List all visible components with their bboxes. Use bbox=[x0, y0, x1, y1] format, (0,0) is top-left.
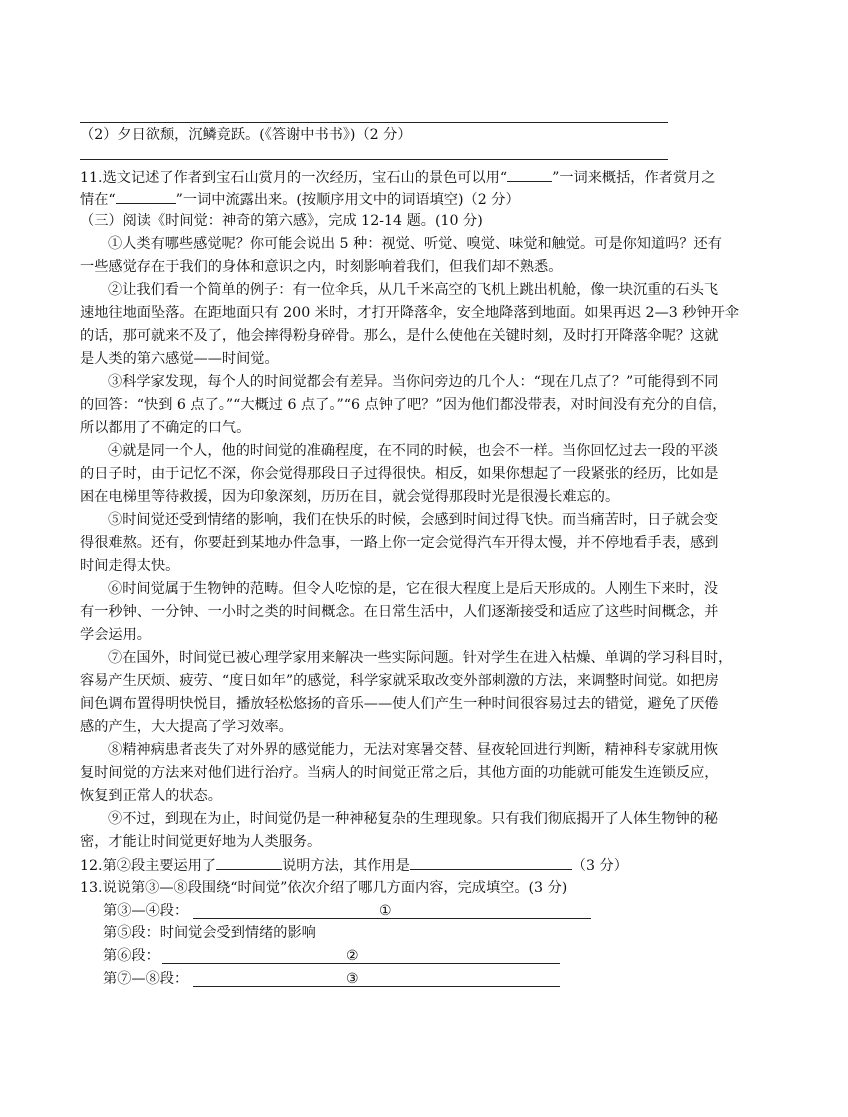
answer-line-q10-2 bbox=[80, 159, 668, 160]
para-8-line-1: ⑧精神病患者丧失了对外界的感觉能力，无法对寒暑交替、昼夜轮回进行判断，精神科专家就用恢 bbox=[108, 742, 719, 758]
question-10-2: （2）夕日欲颓，沉鳞竞跃。(《答谢中书书》)（2 分） bbox=[80, 127, 412, 143]
q12-text-b: 说明方法，其作用是 bbox=[282, 858, 410, 874]
para-7-line-1: ⑦在国外，时间觉已被心理学家用来解决一些实际问题。针对学生在进入枯燥、单调的学习科目时， bbox=[108, 650, 733, 666]
circled-number-1: ① bbox=[379, 903, 392, 919]
para-4-line-3: 困在电梯里等待救援，因为印象深刻，历历在目，就会觉得那段时光是很漫长难忘的。 bbox=[80, 489, 620, 505]
q11-text-d: ”一词中流露出来。(按顺序用文中的词语填空)（2 分） bbox=[175, 192, 520, 208]
q12-text-a: 12.第②段主要运用了 bbox=[80, 858, 217, 874]
para-4-line-2: 的日子时，由于记忆不深，你会觉得那段日子过得很快。相反，如果你想起了一段紧张的经历，比如是 bbox=[80, 466, 719, 482]
para-2-line-4: 是人类的第六感觉——时间觉。 bbox=[80, 351, 279, 367]
q13-row-4-label: 第⑦—⑧段： bbox=[103, 971, 189, 987]
answer-rule-1 bbox=[193, 918, 591, 919]
para-6-line-2: 有一秒钟、一分钟、一小时之类的时间概念。在日常生活中，人们逐渐接受和适应了这些时间概念，并 bbox=[80, 604, 719, 620]
para-5-line-3: 时间走得太快。 bbox=[80, 558, 180, 574]
q13-answer-line-3[interactable] bbox=[193, 968, 560, 990]
circled-number-3: ③ bbox=[346, 971, 359, 987]
answer-rule-3 bbox=[193, 986, 560, 987]
section-3-heading: （三）阅读《时间觉：神奇的第六感》，完成 12-14 题。(10 分) bbox=[80, 213, 483, 229]
para-3-line-3: 所以都用了不确定的口气。 bbox=[80, 420, 251, 436]
para-2-line-3: 的话，那可就来不及了，他会摔得粉身碎骨。那么，是什么使他在关键时刻，及时打开降落伞呢？这就 bbox=[80, 328, 719, 344]
q11-text-a: 11.选文记述了作者到宝石山赏月的一次经历，宝石山的景色可以用“ bbox=[80, 170, 508, 186]
q11-text-c: 情在“ bbox=[80, 192, 116, 208]
question-11-line-1 bbox=[80, 166, 770, 189]
answer-rule-2 bbox=[162, 963, 560, 964]
para-5-line-2: 得很难熬。还有，你要赶到某地办件急事，一路上你一定会觉得汽车开得太慢，并不停地看手表，感到 bbox=[80, 535, 719, 551]
q13-answer-line-2[interactable] bbox=[162, 945, 560, 967]
para-7-line-3: 间色调布置得明快悦目，播放轻松悠扬的音乐——使人们产生一种时间很容易过去的错觉，避免了厌倦 bbox=[80, 696, 719, 712]
para-5-line-1: ⑤时间觉还受到情绪的影响，我们在快乐的时候，会感到时间过得飞快。而当痛苦时，日子就会变 bbox=[108, 512, 719, 528]
para-8-line-3: 恢复到正常人的状态。 bbox=[80, 788, 222, 804]
q12-blank-function[interactable] bbox=[410, 854, 572, 870]
q12-text-c: （3 分） bbox=[571, 858, 628, 874]
q11-blank-2[interactable] bbox=[116, 188, 176, 204]
para-4-line-1: ④就是同一个人，他的时间觉的准确程度，在不同的时候，也会不一样。当你回忆过去一段的平淡 bbox=[108, 443, 719, 459]
para-3-line-2: 的回答：“快到 6 点了。”“大概过 6 点了。”“6 点钟了吧？”因为他们都没带表，对时间没有充分的自信， bbox=[80, 397, 727, 413]
para-8-line-2: 复时间觉的方法来对他们进行治疗。当病人的时间觉正常之后，其他方面的功能就可能发生连锁反应， bbox=[80, 765, 719, 781]
q11-text-b: ”一词来概括，作者赏月之 bbox=[552, 170, 716, 186]
para-1-line-1: ①人类有哪些感觉呢？你可能会说出 5 种：视觉、听觉、嗅觉、味觉和触觉。可是你知道吗？还有 bbox=[108, 236, 722, 252]
para-1-line-2: 一些感觉存在于我们的身体和意识之内，时刻影响着我们，但我们却不熟悉。 bbox=[80, 259, 563, 275]
question-13: 13.说说第③—⑧段围绕“时间觉”依次介绍了哪几方面内容，完成填空。(3 分) bbox=[80, 880, 568, 896]
para-7-line-2: 容易产生厌烦、疲劳、“度日如年”的感觉，科学家就采取改变外部刺激的方法，来调整时间觉。如把房 bbox=[80, 673, 719, 689]
para-3-line-1: ③科学家发现，每个人的时间觉都会有差异。当你问旁边的几个人：“现在几点了？”可能得到不同 bbox=[108, 374, 719, 390]
para-6-line-1: ⑥时间觉属于生物钟的范畴。但令人吃惊的是，它在很大程度上是后天形成的。人刚生下来时，没 bbox=[108, 581, 719, 597]
q12-blank-method[interactable] bbox=[216, 854, 282, 870]
para-2-line-1: ②让我们看一个简单的例子：有一位伞兵，从几千米高空的飞机上跳出机舱，像一块沉重的石头飞 bbox=[108, 282, 719, 298]
para-2-line-2: 速地往地面坠落。在距地面只有 200 米时，才打开降落伞，安全地降落到地面。如果再迟 2—3 秒钟开伞 bbox=[80, 305, 740, 321]
q13-row-1-label: 第③—④段： bbox=[103, 903, 189, 919]
q13-answer-line-1[interactable] bbox=[193, 900, 591, 922]
answer-line-top bbox=[80, 122, 668, 123]
q13-row-2: 第⑤段：时间觉会受到情绪的影响 bbox=[103, 925, 316, 941]
question-12 bbox=[80, 854, 770, 877]
para-7-line-4: 感的产生，大大提高了学习效率。 bbox=[80, 719, 293, 735]
para-9-line-1: ⑨不过，到现在为止，时间觉仍是一种神秘复杂的生理现象。只有我们彻底揭开了人体生物钟的秘 bbox=[108, 811, 719, 827]
q11-blank-1[interactable] bbox=[507, 166, 552, 182]
q13-row-3-label: 第⑥段： bbox=[103, 948, 160, 964]
circled-number-2: ② bbox=[346, 948, 359, 964]
question-11-line-2 bbox=[80, 188, 770, 211]
para-6-line-3: 学会运用。 bbox=[80, 627, 151, 643]
para-9-line-2: 密，才能让时间觉更好地为人类服务。 bbox=[80, 834, 322, 850]
